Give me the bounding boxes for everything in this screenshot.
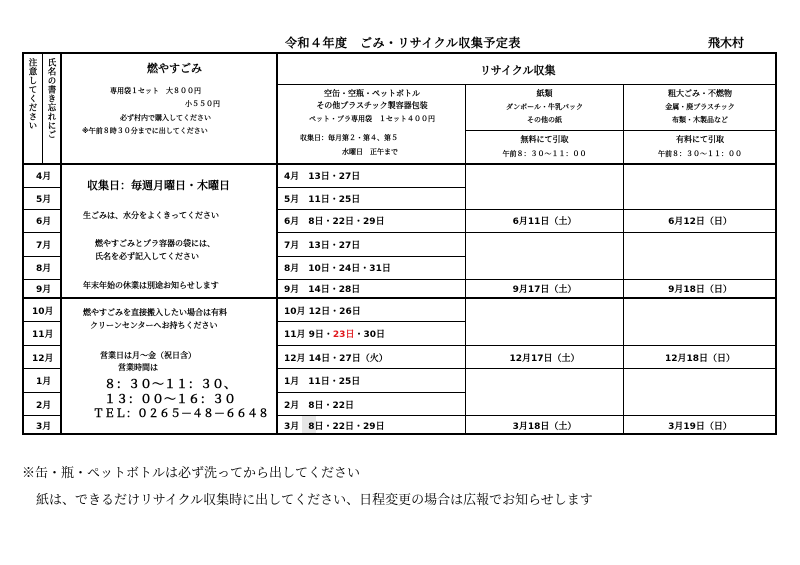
month-label: 1月 [36,377,52,387]
holiday-date: 23日 [332,330,355,340]
divider [42,53,43,163]
tel-number: ＴＥＬ：０２６５－４８－６６４８ [93,407,269,420]
bulky-fee: 有料にて引取 [676,135,724,144]
holiday-note: 年末年始の休業は別途お知らせします [83,281,219,290]
cans-date: 3月 8日・22日・29日 [284,422,385,432]
burnable-heading: 燃やすごみ [147,62,202,75]
divider [277,392,466,393]
bulky-date: 12月18日（日） [664,354,736,364]
paper-date: 12月17日（土） [509,354,580,364]
divider [277,279,776,280]
month-label: 7月 [36,241,52,251]
month-label: 12月 [32,354,54,364]
divider [23,392,61,393]
divider [23,279,61,280]
cans-date: 10月 12日・26日 [284,307,361,317]
cans-date: 2月 8日・22日 [284,401,355,411]
name-note-2: 氏名を必ず記入してください [95,252,199,261]
cans-bag: ペット・プラ専用袋 １セット４００円 [309,115,435,123]
cans-schedule: 収集日：毎月第２・第４、第５ [300,134,398,142]
bulky-date: 6月12日（日） [668,217,732,227]
direct-note-1: 燃やすごみを直接搬入したい場合は有料 [83,308,227,317]
divider [23,321,61,322]
cans-date [284,327,385,340]
divider [277,368,776,369]
divider [277,209,776,210]
divider [23,297,776,299]
paper-items-1: ダンボール・牛乳パック [506,103,583,111]
cans-date: 12月 14日・27日（火） [284,354,388,364]
bag-price-1: 専用袋１セット 大８００円 [110,87,201,95]
cans-date: 7月 13日・27日 [284,241,361,251]
paper-fee: 無料にて引取 [520,135,569,144]
month-label: 11月 [32,330,54,340]
time-note: ※午前８時３０分までに出してください [82,127,208,135]
name-note-1: 燃やすごみとプラ容器の袋には、 [95,239,215,248]
bulky-items-1: 金属・廃プラスチック [665,103,735,111]
cans-date: 4月 13日・27日 [284,172,361,182]
divider [23,232,61,233]
divider [277,321,466,322]
bulky-title: 粗大ごみ・不燃物 [668,89,732,98]
hours-morning: ８：３０～１１：３０、 [104,377,237,391]
cans-date: 8月 10日・24日・31日 [284,264,391,274]
cans-title-1: 空缶・空瓶・ペットボトル [324,89,420,98]
cans-time: 水曜日 正午まで [342,148,398,156]
hours-afternoon: １３：００～１６：３０ [104,392,237,406]
divider [277,232,776,233]
divider [277,84,776,85]
drain-note: 生ごみは、水分をよくきってください [83,211,219,220]
divider [276,53,278,434]
cans-date: 9月 14日・28日 [284,285,361,295]
paper-hours: 午前８：３０～１１：００ [502,150,587,158]
paper-title: 紙類 [536,89,553,98]
recycle-heading: リサイクル収集 [480,64,556,77]
divider [23,368,61,369]
cans-date: 6月 8日・22日・29日 [284,217,385,227]
divider [60,53,62,434]
bulky-items-2: 布類・木製品など [672,116,728,124]
divider [277,187,466,188]
month-label: 10月 [32,307,54,317]
side-notice-2: 氏名の書き忘れにご [46,58,56,139]
month-label: 4月 [36,172,52,182]
month-label: 3月 [36,422,52,432]
month-label: 6月 [36,217,52,227]
collection-day: 収集日：毎週月曜日・木曜日 [87,179,230,192]
hours-label: 営業時間は [118,363,158,372]
direct-note-2: クリーンセンターへお持ちください [90,321,218,330]
paper-items-2: その他の紙 [527,116,562,124]
divider [23,163,776,165]
divider [23,345,61,346]
divider [23,209,61,210]
bulky-hours: 午前８：３０～１１：００ [658,150,742,158]
cans-date-part: ・30日 [354,330,385,340]
page-title: 令和４年度 ごみ・リサイクル収集予定表 [285,36,521,50]
village-name: 飛木村 [708,36,745,50]
bulky-date: 9月18日（日） [668,285,732,295]
paper-date: 9月17日（土） [512,285,577,295]
month-label: 9月 [36,285,52,295]
cans-date-part: 11月 9日・ [284,330,333,340]
side-notice-1: 注意してください [27,58,37,130]
office-hours: 営業日は月～金（祝日含） [100,351,196,360]
bulky-date: 3月19日（日） [668,422,732,432]
divider [277,256,466,257]
footer-note-2: 紙は、できるだけリサイクル収集時に出してください、日程変更の場合は広報でお知らせします [36,493,593,508]
divider [277,415,776,416]
month-label: 2月 [36,401,52,411]
divider [466,130,776,131]
paper-date: 3月18日（土） [512,422,577,432]
divider [23,187,61,188]
cans-date: 1月 11日・25日 [284,377,361,387]
divider [23,256,61,257]
month-label: 5月 [36,195,52,205]
divider [277,345,776,346]
purchase-note: 必ず村内で購入してください [120,114,211,122]
cans-title-2: その他プラスチック製容器包装 [316,101,428,110]
divider [23,415,61,416]
paper-date: 6月11日（土） [512,217,577,227]
month-label: 8月 [36,264,52,274]
cans-date: 5月 11日・25日 [284,195,361,205]
footer-note-1: ※缶・瓶・ペットボトルは必ず洗ってから出してください [22,466,361,481]
bag-price-2: 小５５０円 [185,100,220,108]
